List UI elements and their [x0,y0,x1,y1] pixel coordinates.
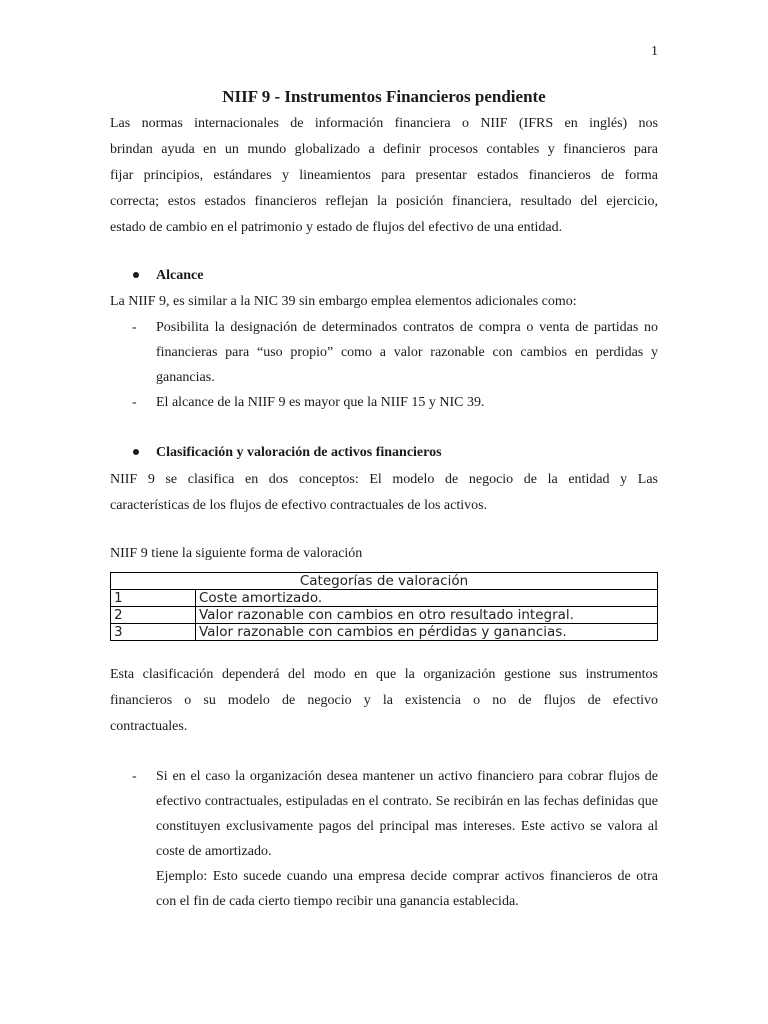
table-row [111,624,658,641]
list-item [110,315,658,390]
section-heading-clasificacion [110,440,442,466]
table-cell-label: Valor razonable con cambios en otro resultado integral. [196,607,658,624]
heading-text: Alcance [156,268,204,283]
table-cell-label: Coste amortizado. [196,590,658,607]
list-item [110,390,658,415]
clasificacion-paragraph [110,467,658,519]
dependencia-line: contractuales. [110,719,188,734]
clasificacion-line: NIIF 9 se clasifica en dos conceptos: El modelo de negocio de la entidad y Las [110,472,658,487]
intro-line: fijar principios, estándares y lineamientos para presentar estados financieros de forma [110,168,658,183]
list-item-text: Si en el caso la organización desea mantener un activo financiero para cobrar flujos de efectivo contractuales, estipuladas en el contrato. Se recibirán en las fechas definidas que constituyen exclusivamente pagos del principal mas intereses. Este activo se valora al coste de amortizado. [156,769,658,859]
intro-line: brindan ayuda en un mundo globalizado a definir procesos contables y financieros para [110,142,658,157]
page-number: 1 [651,44,658,59]
casos-list [110,764,658,914]
table-header-row [111,573,658,590]
clasificacion-line: características de los flujos de efectivo contractuales de los activos. [110,498,488,513]
bullet-icon [133,272,139,278]
intro-paragraph [110,111,658,241]
intro-line: Las normas internacionales de información financiera o NIIF (IFRS en inglés) nos [110,116,658,131]
intro-line: correcta; estos estados financieros reflejan la posición financiera, resultado del ejercicio, [110,194,658,209]
intro-line: estado de cambio en el patrimonio y estado de flujos del efectivo de una entidad. [110,220,563,235]
list-item [110,764,658,914]
heading-text: Clasificación y valoración de activos financieros [156,445,442,460]
table-row [111,607,658,624]
table-cell-num: 2 [111,607,196,624]
table-row [111,590,658,607]
dash-icon: - [132,320,137,335]
bullet-icon [133,449,139,455]
dash-icon: - [132,395,137,410]
dash-icon: - [132,769,137,784]
dependencia-line: financieros o su modelo de negocio y la existencia o no de flujos de efectivo [110,693,658,708]
table-cell-num: 3 [111,624,196,641]
list-item-text: El alcance de la NIIF 9 es mayor que la NIIF 15 y NIC 39. [156,395,485,410]
table-cell-label: Valor razonable con cambios en pérdidas y ganancias. [196,624,658,641]
list-item-text: Posibilita la designación de determinados contratos de compra o venta de partidas no financieras para “uso propio” como a valor razonable con cambios en perdidas y ganancias. [156,320,658,385]
valoracion-table [110,572,658,641]
alcance-list [110,315,658,415]
document-title: NIIF 9 - Instrumentos Financieros pendiente [222,87,546,106]
table-cell-num: 1 [111,590,196,607]
table-header: Categorías de valoración [111,573,658,590]
valoracion-intro: NIIF 9 tiene la siguiente forma de valoración [110,546,363,561]
example-text: Ejemplo: Esto sucede cuando una empresa decide comprar activos financieros de otra con el fin de cada cierto tiempo recibir una ganancia establecida. [156,869,658,909]
alcance-intro: La NIIF 9, es similar a la NIC 39 sin embargo emplea elementos adicionales como: [110,294,577,309]
dependencia-line: Esta clasificación dependerá del modo en que la organización gestione sus instrumentos [110,667,658,682]
section-heading-alcance [110,263,203,289]
dependencia-paragraph [110,662,658,740]
